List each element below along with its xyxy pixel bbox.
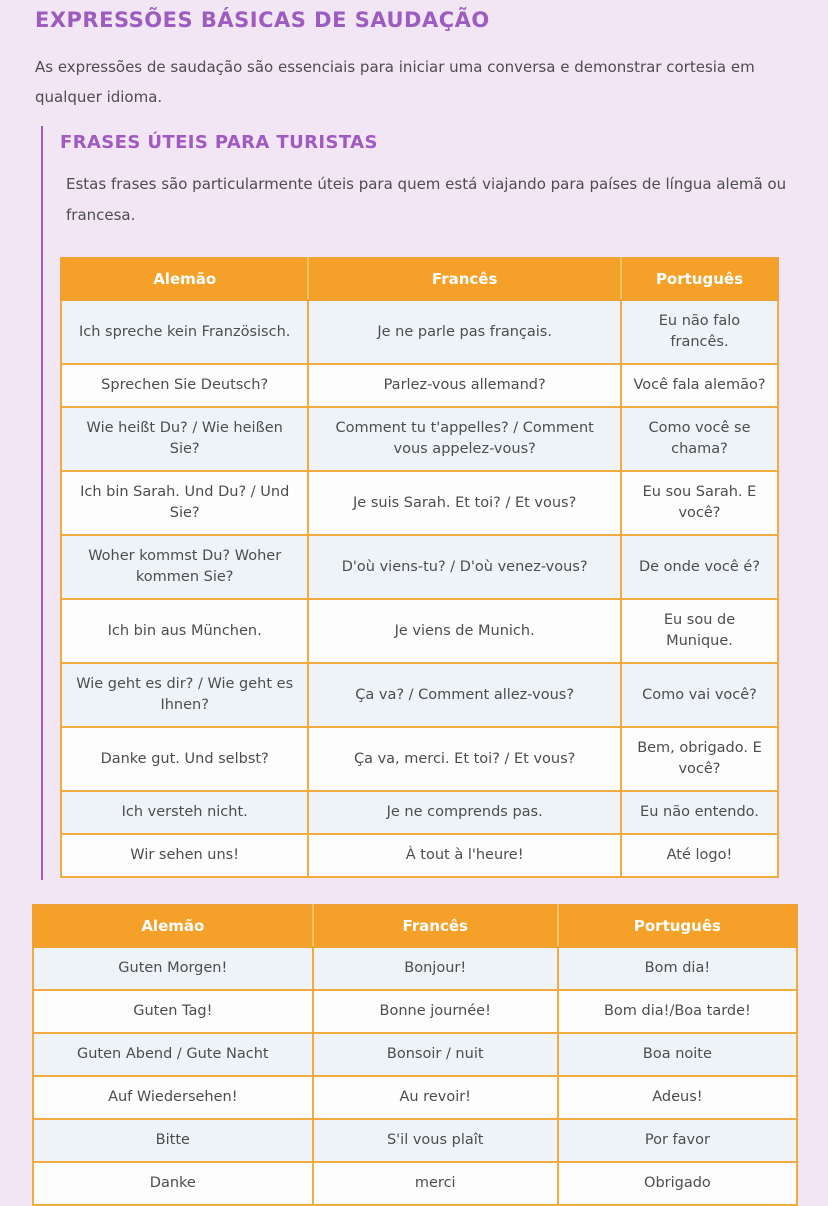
table-cell: Adeus! <box>558 1076 797 1119</box>
table-cell: Wie heißt Du? / Wie heißen Sie? <box>61 407 308 471</box>
page-title: EXPRESSÕES BÁSICAS DE SAUDAÇÃO <box>35 8 490 32</box>
table-cell: Eu sou de Munique. <box>621 599 778 663</box>
table-cell: Je ne parle pas français. <box>308 300 621 364</box>
column-header-portugues: Português <box>621 258 778 300</box>
table-cell: Bom dia! <box>558 947 797 990</box>
table-cell: S'il vous plaît <box>313 1119 558 1162</box>
table-cell: Guten Morgen! <box>33 947 313 990</box>
table-row <box>33 1119 797 1162</box>
column-header-alemao: Alemão <box>61 258 308 300</box>
table-cell: Au revoir! <box>313 1076 558 1119</box>
table-cell: Por favor <box>558 1119 797 1162</box>
table-cell: Eu não falo francês. <box>621 300 778 364</box>
table-cell: Você fala alemão? <box>621 364 778 407</box>
table1-header-row <box>61 258 778 300</box>
table-row <box>33 990 797 1033</box>
table-row <box>61 471 778 535</box>
table-cell: Parlez-vous allemand? <box>308 364 621 407</box>
table-cell: Wie geht es dir? / Wie geht es Ihnen? <box>61 663 308 727</box>
table-cell: Eu sou Sarah. E você? <box>621 471 778 535</box>
table-cell: De onde você é? <box>621 535 778 599</box>
table-cell: Sprechen Sie Deutsch? <box>61 364 308 407</box>
table-cell: Eu não entendo. <box>621 791 778 834</box>
table-cell: Guten Tag! <box>33 990 313 1033</box>
table-row <box>61 535 778 599</box>
table-cell: Boa noite <box>558 1033 797 1076</box>
table-cell: Bonne journée! <box>313 990 558 1033</box>
column-header-portugues: Português <box>558 905 797 947</box>
table-cell: Auf Wiedersehen! <box>33 1076 313 1119</box>
table-cell: Je suis Sarah. Et toi? / Et vous? <box>308 471 621 535</box>
tourist-phrases-table <box>60 257 779 878</box>
table-cell: Bonsoir / nuit <box>313 1033 558 1076</box>
table-row <box>61 599 778 663</box>
table-cell: Bem, obrigado. E você? <box>621 727 778 791</box>
table-row <box>61 834 778 877</box>
page-intro-paragraph: As expressões de saudação são essenciais para iniciar uma conversa e demonstrar cortesia em qualquer idioma. <box>35 58 755 106</box>
table-cell: D'où viens-tu? / D'où venez-vous? <box>308 535 621 599</box>
table-cell: Como você se chama? <box>621 407 778 471</box>
table-cell: Até logo! <box>621 834 778 877</box>
table-cell: Obrigado <box>558 1162 797 1205</box>
table-row <box>61 407 778 471</box>
table-cell: À tout à l'heure! <box>308 834 621 877</box>
table-cell: merci <box>313 1162 558 1205</box>
column-header-frances: Francês <box>308 258 621 300</box>
table-row <box>61 791 778 834</box>
table2-header-row <box>33 905 797 947</box>
section-intro-paragraph: Estas frases são particularmente úteis para quem está viajando para países de língua alemã ou francesa. <box>66 175 787 224</box>
table-row <box>33 947 797 990</box>
table-cell: Ich bin Sarah. Und Du? / Und Sie? <box>61 471 308 535</box>
table-cell: Comment tu t'appelles? / Comment vous appelez-vous? <box>308 407 621 471</box>
table-cell: Wir sehen uns! <box>61 834 308 877</box>
table-cell: Bonjour! <box>313 947 558 990</box>
column-header-alemao: Alemão <box>33 905 313 947</box>
table-cell: Bitte <box>33 1119 313 1162</box>
table-cell: Ça va? / Comment allez-vous? <box>308 663 621 727</box>
table-row <box>61 727 778 791</box>
table-cell: Woher kommst Du? Woher kommen Sie? <box>61 535 308 599</box>
section-frases-uteis <box>41 126 790 880</box>
table-cell: Ich bin aus München. <box>61 599 308 663</box>
table-row <box>61 663 778 727</box>
table-cell: Je viens de Munich. <box>308 599 621 663</box>
table-cell: Je ne comprends pas. <box>308 791 621 834</box>
table-row <box>33 1033 797 1076</box>
table-row <box>61 300 778 364</box>
table-cell: Ça va, merci. Et toi? / Et vous? <box>308 727 621 791</box>
table-cell: Como vai você? <box>621 663 778 727</box>
table-row <box>33 1076 797 1119</box>
table-cell: Guten Abend / Gute Nacht <box>33 1033 313 1076</box>
table-cell: Bom dia!/Boa tarde! <box>558 990 797 1033</box>
basic-greetings-table <box>32 904 798 1206</box>
table-row <box>33 1162 797 1205</box>
table-cell: Ich spreche kein Französisch. <box>61 300 308 364</box>
table-row <box>61 364 778 407</box>
section-title: FRASES ÚTEIS PARA TURISTAS <box>60 132 378 153</box>
table-cell: Ich versteh nicht. <box>61 791 308 834</box>
column-header-frances: Francês <box>313 905 558 947</box>
table-cell: Danke gut. Und selbst? <box>61 727 308 791</box>
table-cell: Danke <box>33 1162 313 1205</box>
